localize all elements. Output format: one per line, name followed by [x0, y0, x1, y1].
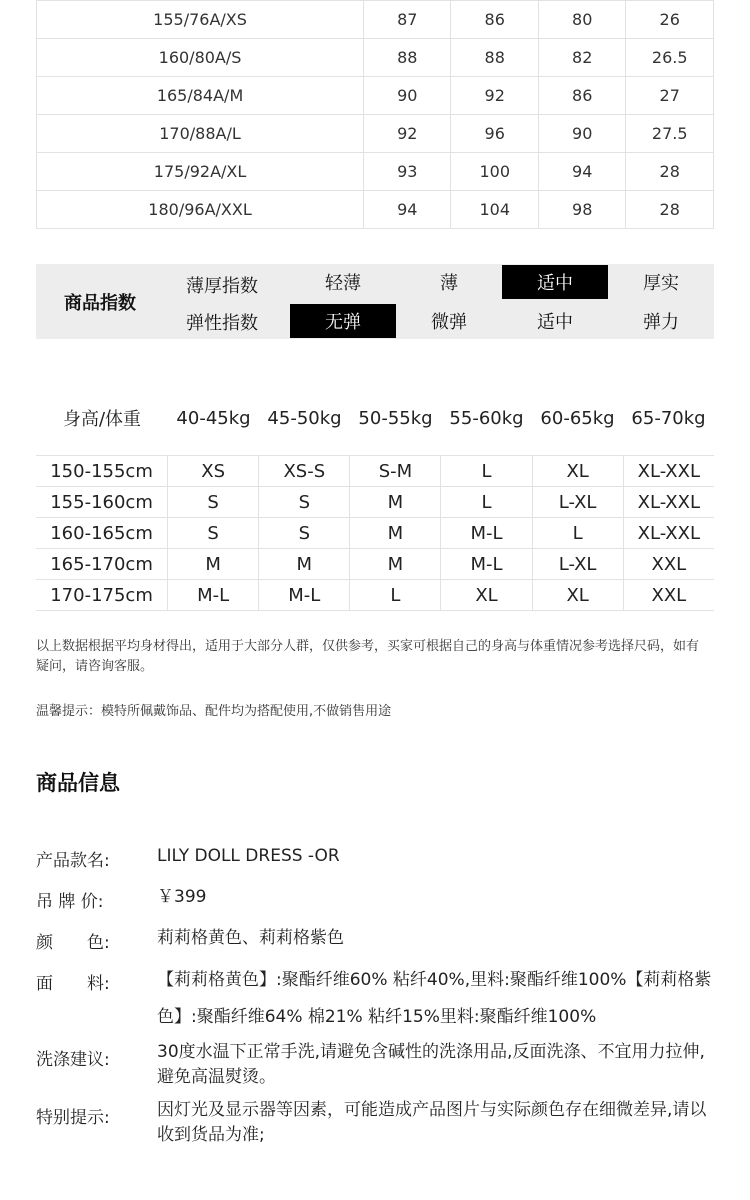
hw-row	[36, 580, 714, 611]
size-value-cell: 98	[538, 191, 625, 229]
product-name-value: LILY DOLL DRESS -OR	[157, 846, 340, 866]
size-value-cell: 94	[538, 153, 625, 191]
size-value-cell: 27	[626, 77, 714, 115]
hw-row	[36, 456, 714, 487]
product-index-panel	[36, 264, 714, 339]
washing-value: 30度水温下正常手洗,请避免含碱性的洗涤用品,反面洗涤、不宜用力拉伸,避免高温熨烫。	[157, 1042, 705, 1087]
hw-size-cell: S	[168, 487, 259, 518]
tag-price-value: ￥399	[157, 887, 207, 907]
size-value-cell: 90	[364, 77, 451, 115]
hw-height-cell: 150-155cm	[36, 456, 168, 487]
special-note-label: 特别提示:	[36, 1108, 110, 1128]
hw-header-cell: 50-55kg	[358, 407, 433, 429]
hw-size-cell: XS-S	[259, 456, 350, 487]
size-value-cell: 96	[451, 115, 539, 153]
size-label-cell: 180/96A/XXL	[37, 191, 364, 229]
hw-header-cell: 65-70kg	[631, 407, 706, 429]
hw-height-cell: 170-175cm	[36, 580, 168, 611]
size-label-cell: 155/76A/XS	[37, 1, 364, 39]
hw-size-cell: XL	[532, 456, 623, 487]
size-label-cell: 175/92A/XL	[37, 153, 364, 191]
elasticity-option: 弹力	[643, 312, 679, 333]
elasticity-option: 微弹	[431, 312, 467, 333]
hw-size-cell: XXL	[623, 549, 714, 580]
thickness-option: 适中	[502, 265, 608, 299]
hw-size-cell: L-XL	[532, 549, 623, 580]
hw-header-cell: 55-60kg	[449, 407, 524, 429]
size-row	[37, 153, 714, 191]
product-index-title: 商品指数	[64, 292, 136, 314]
size-value-cell: 92	[364, 115, 451, 153]
hw-size-cell: L	[441, 487, 532, 518]
hw-size-cell: M	[259, 549, 350, 580]
hw-height-cell: 160-165cm	[36, 518, 168, 549]
hw-height-cell: 165-170cm	[36, 549, 168, 580]
hw-size-cell: M-L	[168, 580, 259, 611]
size-table	[36, 0, 714, 229]
hw-row	[36, 518, 714, 549]
color-value: 莉莉格黄色、莉莉格紫色	[157, 928, 344, 948]
product-info-title: 商品信息	[36, 771, 120, 795]
elasticity-option: 适中	[537, 312, 573, 333]
size-row	[37, 39, 714, 77]
size-label-cell: 170/88A/L	[37, 115, 364, 153]
hw-row	[36, 487, 714, 518]
hw-size-cell: M-L	[259, 580, 350, 611]
size-row	[37, 115, 714, 153]
hw-size-cell: XXL	[623, 580, 714, 611]
hw-size-cell: XL-XXL	[623, 487, 714, 518]
size-value-cell: 100	[451, 153, 539, 191]
size-value-cell: 80	[538, 1, 625, 39]
fabric-label: 面 料:	[36, 974, 110, 994]
hw-header-cell: 45-50kg	[267, 407, 342, 429]
tag-price-label: 吊 牌 价:	[36, 892, 104, 912]
size-value-cell: 86	[451, 1, 539, 39]
hw-row	[36, 549, 714, 580]
hw-size-cell: XL-XXL	[623, 456, 714, 487]
hw-size-cell: XS	[168, 456, 259, 487]
size-value-cell: 28	[626, 191, 714, 229]
product-name-label: 产品款名:	[36, 851, 110, 871]
thickness-option: 轻薄	[325, 273, 361, 294]
hw-size-cell: L	[350, 580, 441, 611]
hw-header-cell: 40-45kg	[176, 407, 251, 429]
hw-size-cell: M-L	[441, 549, 532, 580]
size-row	[37, 77, 714, 115]
hw-size-cell: M	[350, 549, 441, 580]
size-label-cell: 160/80A/S	[37, 39, 364, 77]
height-weight-header	[36, 400, 714, 436]
washing-label: 洗涤建议:	[36, 1050, 110, 1070]
hw-size-cell: XL	[441, 580, 532, 611]
hw-size-cell: L	[532, 518, 623, 549]
size-value-cell: 93	[364, 153, 451, 191]
model-accessory-tip: 温馨提示：模特所佩戴饰品、配件均为搭配使用,不做销售用途	[36, 704, 392, 719]
hw-size-cell: XL	[532, 580, 623, 611]
size-value-cell: 86	[538, 77, 625, 115]
size-value-cell: 27.5	[626, 115, 714, 153]
size-label-cell: 165/84A/M	[37, 77, 364, 115]
hw-header-cell: 身高/体重	[62, 409, 142, 430]
size-row	[37, 191, 714, 229]
hw-size-cell: M-L	[441, 518, 532, 549]
hw-size-cell: S	[259, 518, 350, 549]
elasticity-option: 无弹	[290, 304, 396, 338]
thickness-option: 薄	[440, 273, 458, 294]
size-value-cell: 94	[364, 191, 451, 229]
size-value-cell: 90	[538, 115, 625, 153]
size-value-cell: 88	[364, 39, 451, 77]
hw-size-cell: S	[168, 518, 259, 549]
hw-header-cell: 60-65kg	[540, 407, 615, 429]
size-value-cell: 26.5	[626, 39, 714, 77]
height-weight-table	[36, 455, 714, 611]
size-value-cell: 87	[364, 1, 451, 39]
size-value-cell: 104	[451, 191, 539, 229]
hw-size-cell: S	[259, 487, 350, 518]
hw-size-cell: M	[350, 518, 441, 549]
size-value-cell: 82	[538, 39, 625, 77]
fabric-value: 【莉莉格黄色】:聚酯纤维60% 粘纤40%,里料:聚酯纤维100%【莉莉格紫色】:聚酯纤维64% 棉21% 粘纤15%里料:聚酯纤维100%	[157, 970, 712, 1027]
hw-size-cell: L-XL	[532, 487, 623, 518]
hw-size-cell: L	[441, 456, 532, 487]
color-label: 颜 色:	[36, 933, 110, 953]
thickness-index-label: 薄厚指数	[186, 276, 258, 297]
hw-size-cell: M	[168, 549, 259, 580]
elasticity-index-label: 弹性指数	[186, 313, 258, 334]
hw-size-cell: M	[350, 487, 441, 518]
size-value-cell: 88	[451, 39, 539, 77]
special-note-value: 因灯光及显示器等因素，可能造成产品图片与实际颜色存在细微差异,请以收到货品为准;	[157, 1100, 707, 1145]
hw-size-cell: XL-XXL	[623, 518, 714, 549]
size-data-note: 以上数据根据平均身材得出，适用于大部分人群，仅供参考，买家可根据自己的身高与体重情况参考选择尺码，如有疑问，请咨询客服。	[36, 639, 700, 674]
hw-size-cell: S-M	[350, 456, 441, 487]
thickness-option: 厚实	[643, 273, 679, 294]
size-value-cell: 92	[451, 77, 539, 115]
hw-height-cell: 155-160cm	[36, 487, 168, 518]
size-value-cell: 26	[626, 1, 714, 39]
size-row	[37, 1, 714, 39]
size-value-cell: 28	[626, 153, 714, 191]
